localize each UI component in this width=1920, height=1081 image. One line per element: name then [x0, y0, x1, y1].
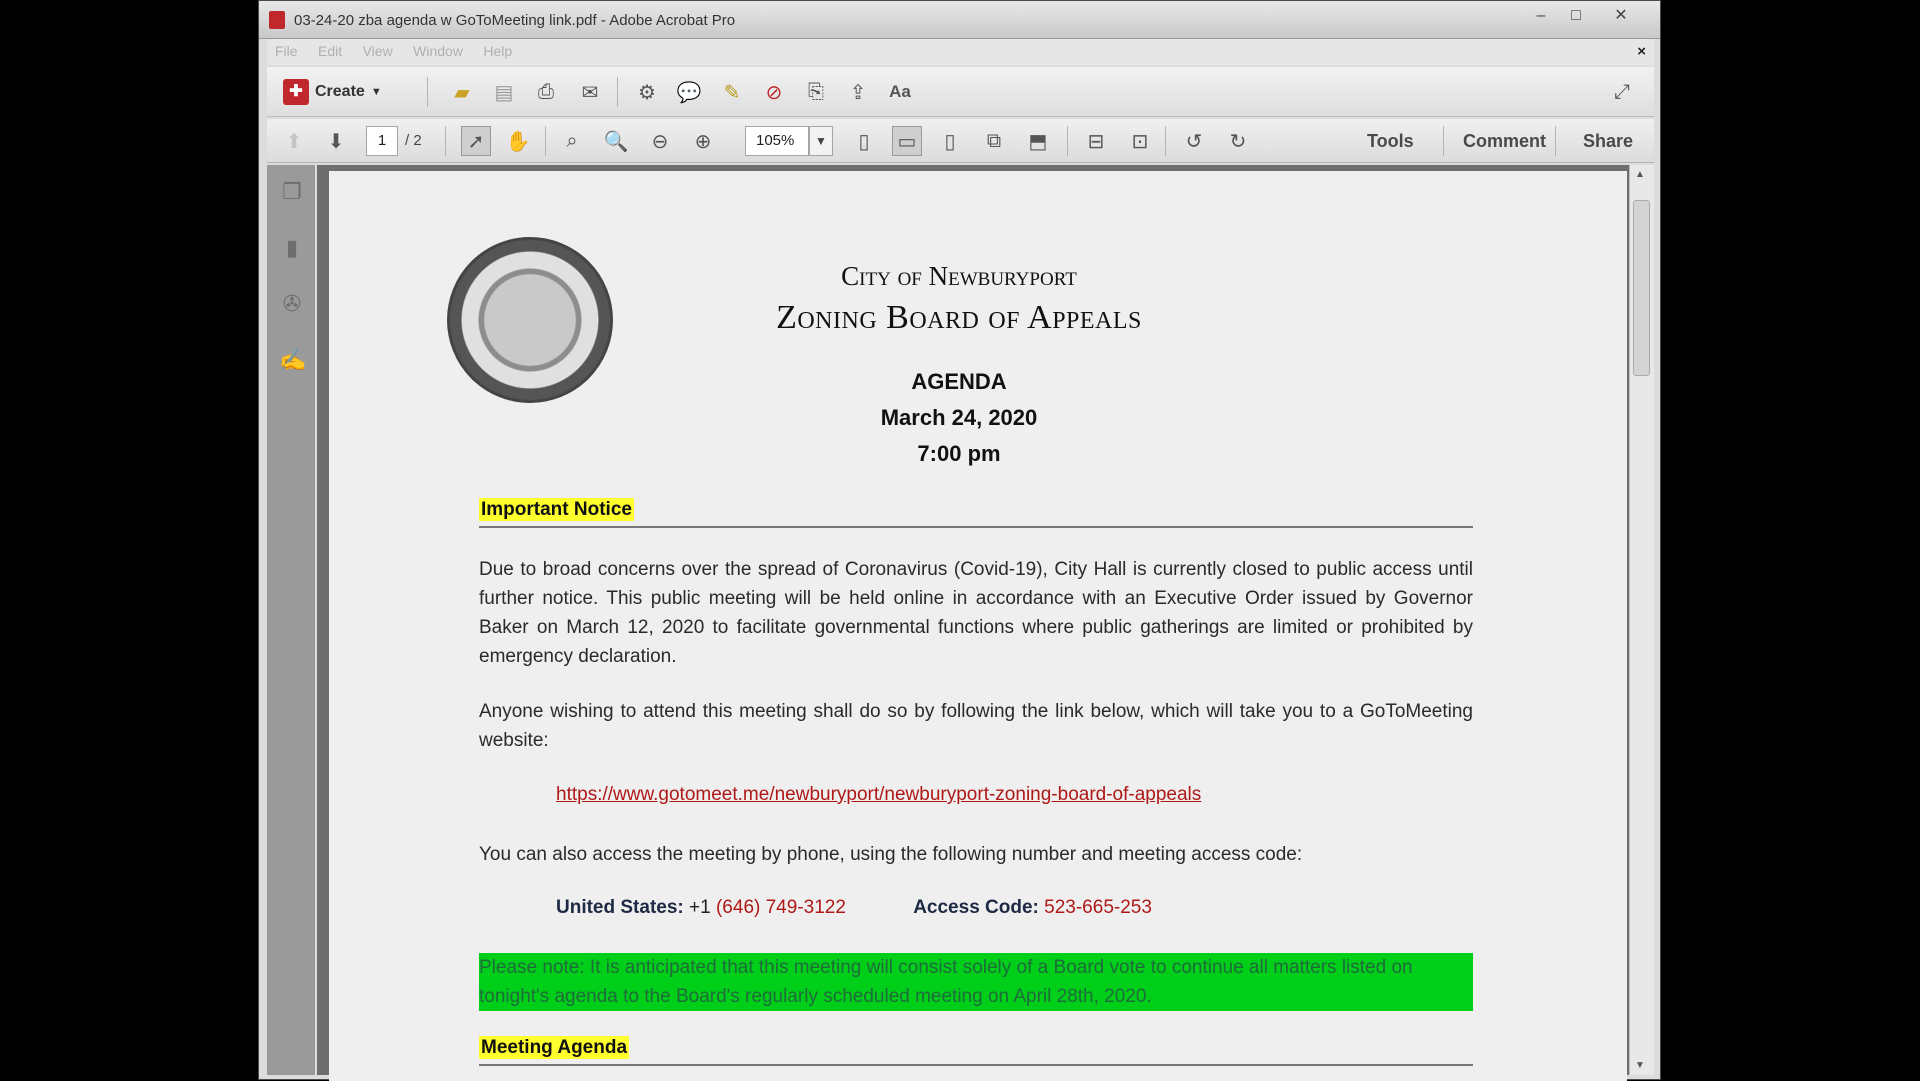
phone-label: United States: [556, 897, 684, 918]
attendance-paragraph: Anyone wishing to attend this meeting shall do so by following the link below, which will take you to a GoToMeeting website: [479, 701, 1473, 751]
hand-tool-icon[interactable]: ✋ [505, 130, 531, 153]
scrollbar-thumb[interactable] [1633, 200, 1650, 376]
menu-file[interactable]: File [275, 43, 298, 59]
tab-tools[interactable]: Tools [1367, 131, 1414, 151]
toolbar-divider [545, 126, 546, 156]
zoom-dropdown-chevron-icon[interactable]: ▼ [809, 126, 833, 156]
close-window-button[interactable]: ✕ [1614, 7, 1628, 24]
fit-width-icon[interactable]: ▭ [892, 126, 922, 156]
section-divider [479, 526, 1473, 528]
print-icon[interactable]: ⎙ [538, 80, 554, 103]
toolbar-divider [1443, 126, 1444, 156]
close-document-button[interactable]: × [1637, 43, 1646, 60]
comment-bubble-icon[interactable]: 💬 [676, 81, 702, 104]
zoom-in-icon[interactable]: ⊕ [694, 130, 712, 153]
open-folder-icon[interactable]: ▰ [454, 81, 470, 104]
window-title: 03-24-20 zba agenda w GoToMeeting link.pdf - Adobe Acrobat Pro [294, 12, 736, 29]
navigation-pane [267, 165, 315, 1075]
attachments-paperclip-icon[interactable]: ✇ [282, 291, 302, 316]
sign-icon[interactable]: ✎ [723, 81, 741, 104]
toolbar-divider [617, 77, 618, 107]
toolbar-divider [445, 126, 446, 156]
meeting-time: 7:00 pm [917, 441, 1001, 466]
save-icon[interactable]: ▤ [494, 81, 514, 104]
dynamic-zoom-icon[interactable]: 🔍 [603, 130, 629, 153]
vertical-scrollbar[interactable] [1629, 165, 1654, 1075]
phone-number: (646) 749-3122 [715, 897, 846, 918]
fit-page-icon[interactable]: ▯ [858, 130, 870, 153]
secure-document-icon[interactable]: ⊘ [765, 81, 783, 104]
tab-comment[interactable]: Comment [1463, 131, 1547, 151]
access-code-value: 523-665-253 [1044, 897, 1152, 918]
zoom-level-input[interactable]: 105% [745, 126, 809, 156]
gotomeeting-link[interactable]: https://www.gotomeet.me/newburyport/newburyport-zoning-board-of-appeals [556, 784, 1202, 805]
combine-files-icon[interactable]: ⎘ [808, 80, 824, 103]
phone-prefix: +1 [689, 897, 711, 918]
page-total: / 2 [405, 132, 422, 149]
full-screen-icon[interactable]: ⤢ [1614, 80, 1630, 103]
single-page-icon[interactable]: ▯ [944, 130, 956, 153]
export-pdf-icon[interactable]: ⇪ [849, 81, 867, 104]
bookmarks-icon[interactable]: ▮ [285, 235, 299, 260]
create-button[interactable] [283, 77, 382, 107]
important-notice-section [479, 499, 1473, 531]
zoom-out-icon[interactable]: ⊖ [651, 130, 669, 153]
acrobat-window [258, 0, 1661, 1080]
access-code-label: Access Code: [913, 897, 1039, 918]
toolbar-divider [1165, 126, 1166, 156]
acrobat-app-icon [269, 11, 285, 29]
tab-share[interactable]: Share [1583, 131, 1634, 151]
document-city-heading: City of Newburyport [841, 261, 1077, 291]
chevron-down-icon: ▼ [370, 86, 382, 98]
settings-gear-icon[interactable]: ⚙ [638, 81, 656, 104]
document-board-heading: Zoning Board of Appeals [776, 299, 1142, 336]
toolbar-divider [427, 77, 428, 107]
pdf-page [329, 171, 1627, 1081]
notice-paragraph: Due to broad concerns over the spread of Coronavirus (Covid-19), City Hall is currently closed to public access until further notice. This public meeting will be held online in accordance with an Executive Order issued by Governor Baker on March 12, 2020 to facilitate governmental functions where public gatherings are limited or prohibited by emergency declaration. [479, 559, 1473, 667]
scrolling-mode-icon[interactable]: ⧉ [986, 129, 1002, 152]
menu-view[interactable]: View [362, 43, 393, 59]
navigation-toolbar [267, 119, 1654, 163]
create-pdf-icon: ✚ [283, 79, 309, 105]
marquee-zoom-icon[interactable]: ⌕ [566, 129, 578, 152]
please-note-highlight: Please note: It is anticipated that this meeting will consist solely of a Board vote to continue all matters listed on tonight's agenda to the Board's regularly scheduled meeting on April 28th, 2020. [479, 953, 1473, 1011]
minimize-button[interactable]: – [1536, 7, 1546, 24]
phone-access-paragraph: You can also access the meeting by phone, using the following number and meeting access code: [479, 844, 1303, 865]
meeting-agenda-section [479, 1037, 1473, 1069]
meeting-date: March 24, 2020 [880, 405, 1038, 430]
meeting-agenda-heading: Meeting Agenda [481, 1037, 628, 1058]
phone-details [556, 897, 1152, 919]
page-layout-icon[interactable]: ⊟ [1087, 130, 1105, 153]
section-divider [479, 1064, 1473, 1066]
city-seal-image [447, 237, 613, 403]
menu-window[interactable]: Window [413, 43, 463, 59]
maximize-button[interactable]: □ [1571, 7, 1581, 24]
rotate-clockwise-icon[interactable]: ↻ [1229, 130, 1247, 153]
next-page-icon[interactable]: ⬇ [327, 130, 345, 153]
scroll-down-arrow-icon[interactable]: ▼ [1635, 1060, 1645, 1071]
agenda-title: AGENDA [911, 369, 1007, 394]
scroll-up-arrow-icon[interactable]: ▲ [1635, 169, 1645, 180]
menu-edit[interactable]: Edit [318, 43, 343, 59]
page-number-input[interactable]: 1 [366, 126, 398, 156]
select-tool-icon[interactable]: ➚ [461, 126, 491, 156]
document-area [317, 165, 1644, 1075]
text-recognition-icon[interactable]: Aa [889, 82, 911, 101]
signatures-icon[interactable]: ✍ [279, 347, 307, 372]
fit-visible-icon[interactable]: ⊡ [1131, 130, 1149, 153]
title-bar[interactable] [259, 1, 1660, 39]
menu-help[interactable]: Help [483, 43, 513, 59]
create-label: Create [315, 83, 365, 100]
main-toolbar [267, 67, 1654, 117]
email-icon[interactable]: ✉ [581, 81, 599, 104]
toolbar-divider [1067, 126, 1068, 156]
rotate-counterclockwise-icon[interactable]: ↺ [1185, 130, 1203, 153]
menu-bar [267, 39, 1654, 65]
previous-page-icon[interactable]: ⬆ [285, 130, 303, 153]
important-notice-heading: Important Notice [481, 499, 632, 520]
toolbar-divider [1555, 126, 1556, 156]
page-thumbnails-icon[interactable]: ❐ [282, 179, 302, 204]
read-mode-icon[interactable]: ⬒ [1028, 130, 1048, 153]
